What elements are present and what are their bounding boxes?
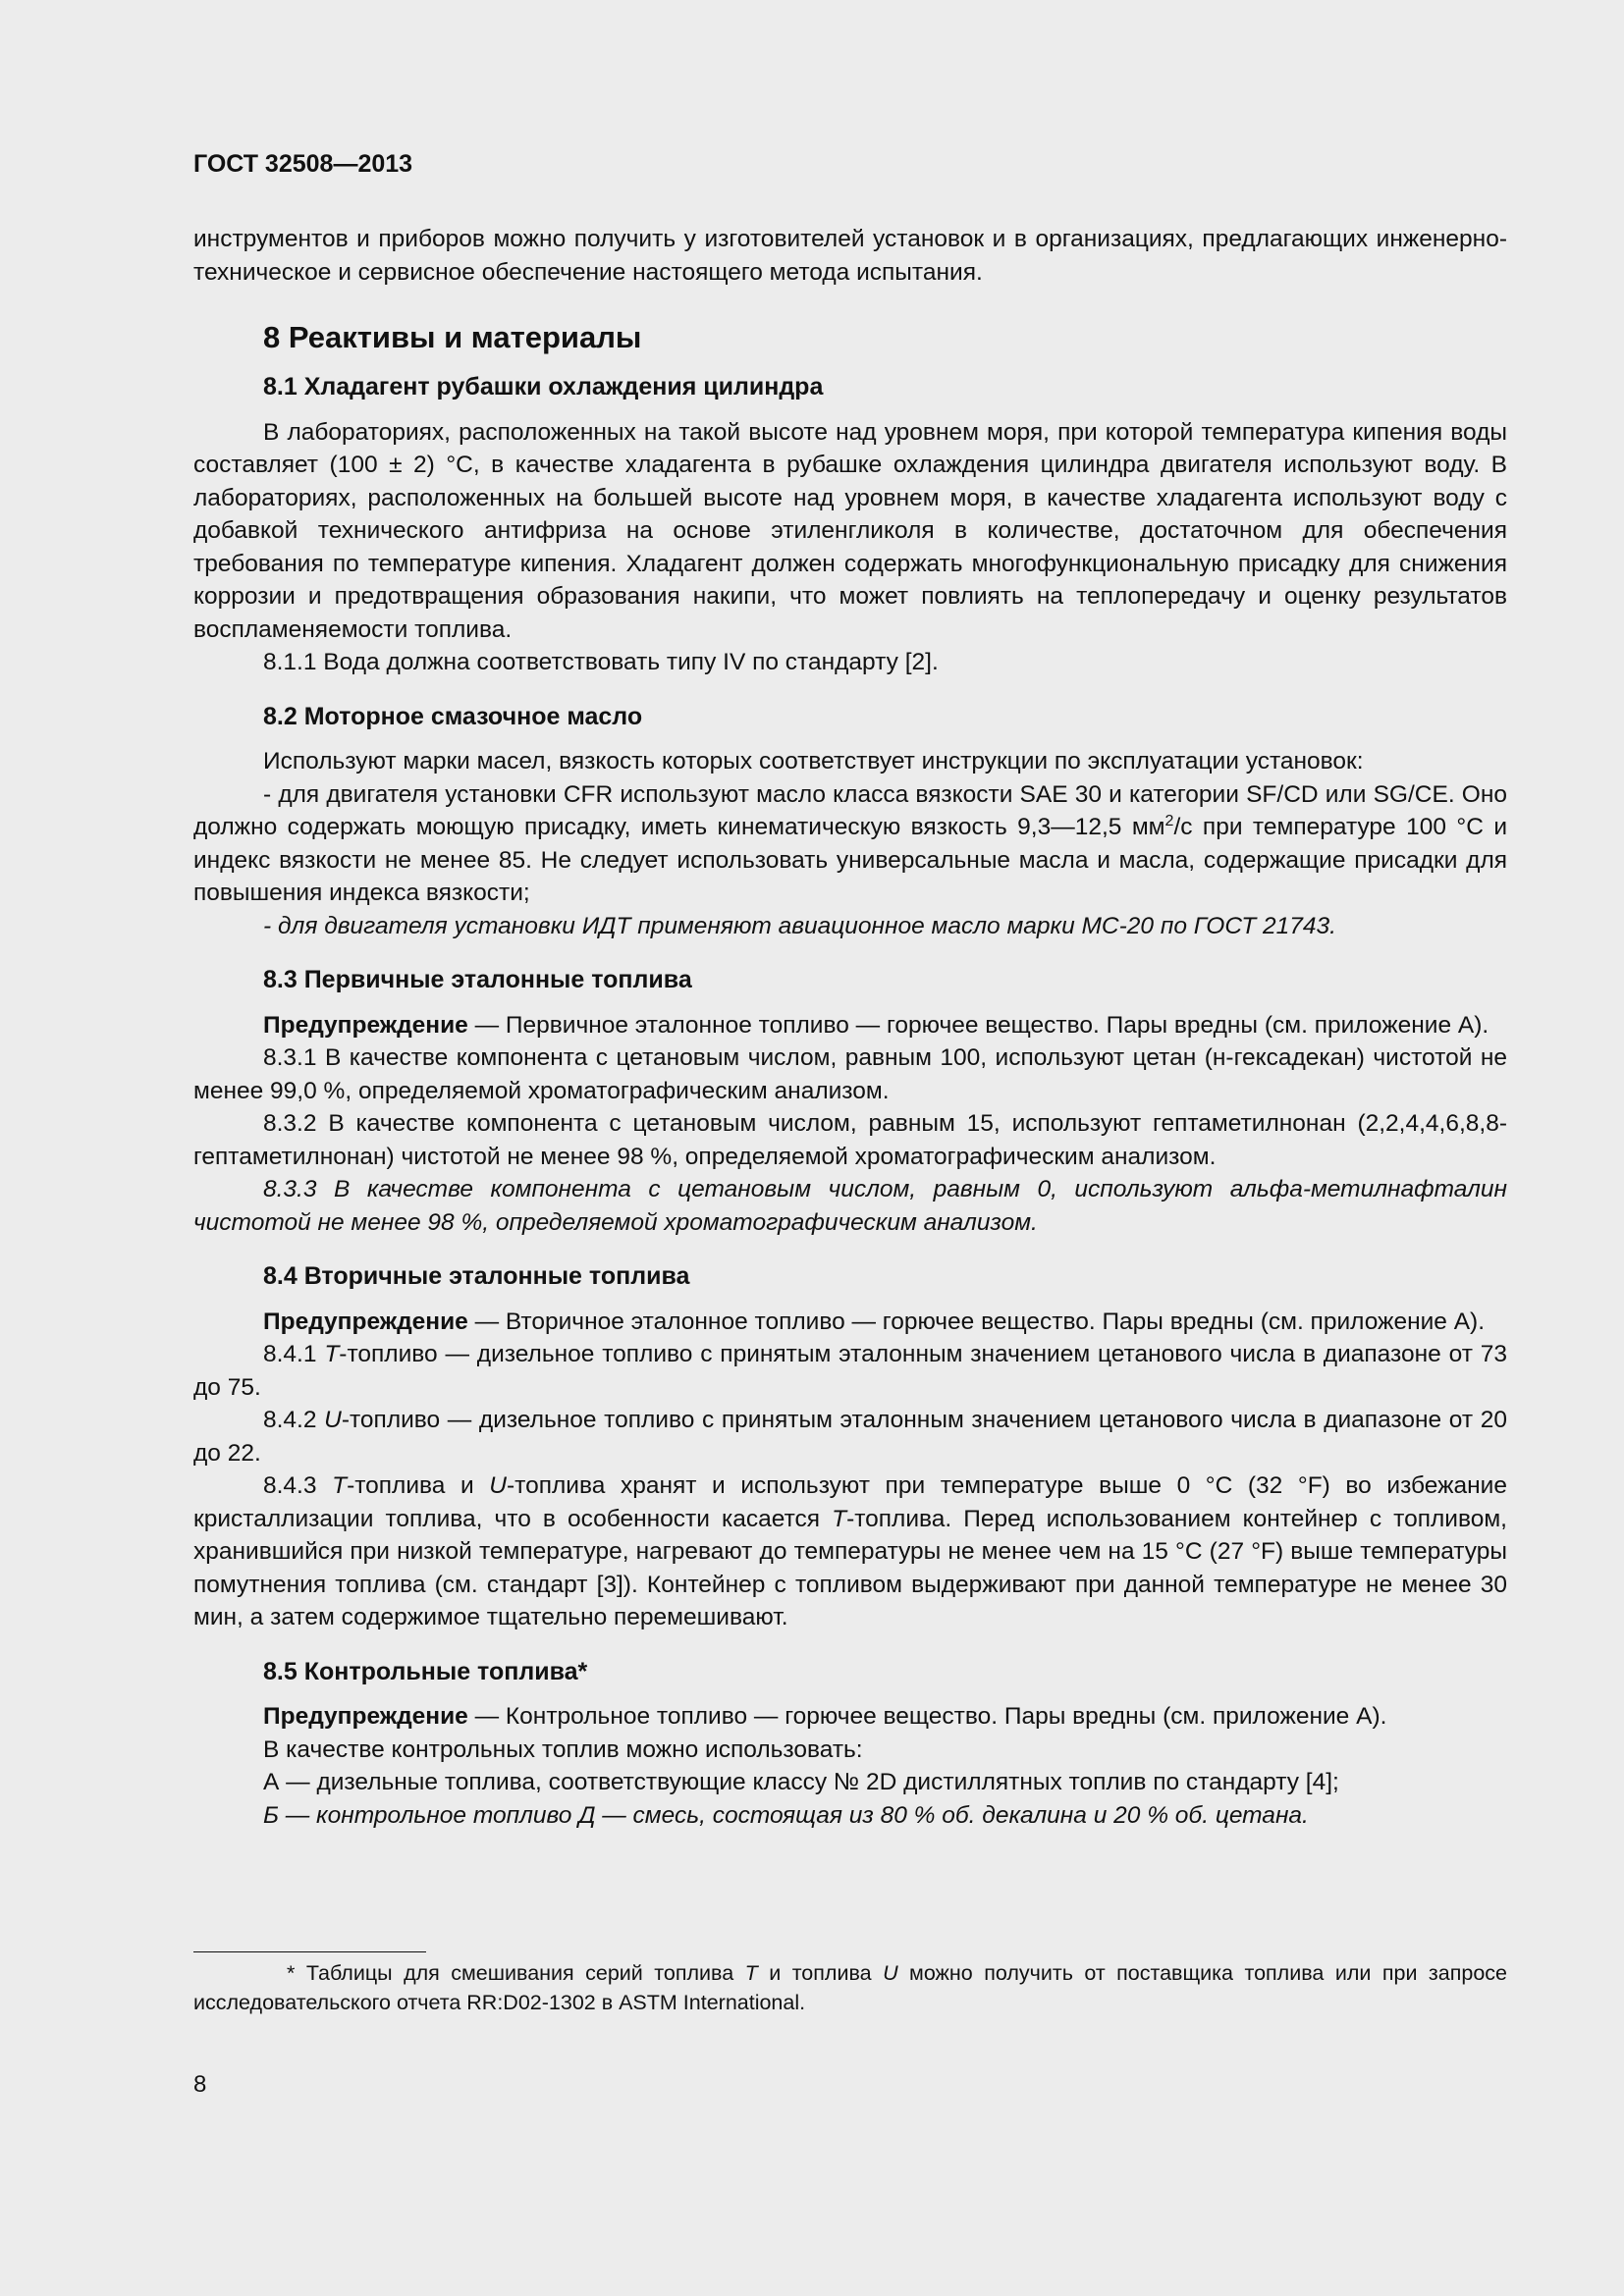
warning-text: — Контрольное топливо — горючее вещество. Пары вредны (см. приложение А). bbox=[467, 1703, 1387, 1730]
variable-u: U bbox=[324, 1407, 342, 1433]
clause-number: 8.4.1 bbox=[263, 1341, 325, 1367]
warning-label: Предупреждение bbox=[263, 1703, 468, 1730]
warning-8-5 bbox=[193, 1700, 1507, 1734]
page-number: 8 bbox=[193, 2071, 207, 2098]
document-body bbox=[193, 223, 1507, 1832]
paragraph-8-1: В лабораториях, расположенных на такой высоте над уровнем моря, при которой температура кипения воды составляет (100 ± 2) °С, в качестве хладагента в рубашке охлаждения цилиндра двигателя используют воду. В лабораториях, расположенных на большей высоте над уровнем моря, в качестве хладагента используют воду с добавкой технического антифриза на основе этиленгликоля в количестве, достаточном для обеспечения требования по температуре кипения. Хладагент должен содержать многофункциональную присадку для снижения коррозии и предотвращения образования накипи, что может повлиять на теплопередачу и оценку результатов воспламеняемости топлива. bbox=[193, 418, 1507, 643]
paragraph-8-2-intro: Используют марки масел, вязкость которых соответствует инструкции по эксплуатации установок: bbox=[263, 748, 1364, 774]
footnote-separator bbox=[193, 1951, 426, 1952]
variable-t: Т bbox=[832, 1505, 847, 1532]
cfr-text-a: - для двигателя установки CFR используют масло класса вязкости SAE 30 и категории SF/CD или SG/CE. Оно должно содержать моющую присадку, иметь кинематическую вязкость 9,3—12,5 мм bbox=[193, 780, 1507, 840]
subsection-8-2-heading: 8.2 Моторное смазочное масло bbox=[263, 702, 643, 730]
warning-label: Предупреждение bbox=[263, 1308, 468, 1335]
continuation-paragraph: инструментов и приборов можно получить у изготовителей установок и в организациях, предлагающих инженерно-техническое и сервисное обеспечение настоящего метода испытания. bbox=[193, 226, 1507, 286]
paragraph-8-4-3 bbox=[193, 1469, 1507, 1634]
variable-t: Т bbox=[332, 1472, 348, 1499]
clause-number: 8.4.3 bbox=[263, 1472, 333, 1499]
paragraph-8-5-b: Б — контрольное топливо Д — смесь, состоящая из 80 % об. декалина и 20 % об. цетана. bbox=[263, 1801, 1309, 1829]
clause-text: -топливо — дизельное топливо с принятым эталонным значением цетанового числа в диапазоне от 73 до 75. bbox=[193, 1341, 1507, 1401]
section-8-heading: 8 Реактивы и материалы bbox=[263, 320, 642, 354]
paragraph-8-5-a: А — дизельные топлива, соответствующие классу № 2D дистиллятных топлив по стандарту [4]; bbox=[263, 1769, 1339, 1795]
clause-text: -топливо — дизельное топливо с принятым эталонным значением цетанового числа в диапазоне от 20 до 22. bbox=[193, 1407, 1507, 1467]
subsection-8-1-heading: 8.1 Хладагент рубашки охлаждения цилиндра bbox=[263, 373, 824, 400]
warning-text: — Вторичное эталонное топливо — горючее вещество. Пары вредны (см. приложение А). bbox=[467, 1308, 1486, 1335]
subsection-8-3-heading: 8.3 Первичные эталонные топлива bbox=[263, 966, 692, 993]
clause-text: -топлива. Перед использованием контейнер с топливом, хранившийся при низкой температуре, нагревают до температуры не менее чем на 15 °С (27 °F) выше температуры помутнения топлива (см. стандарт [3]). Контейнер с топливом выдерживают при данной температуре не менее 30 мин, а затем содержимое тщательно перемешивают. bbox=[193, 1505, 1507, 1630]
variable-t: Т bbox=[324, 1341, 340, 1367]
clause-text: -топлива и bbox=[347, 1472, 490, 1499]
variable-t: Т bbox=[744, 1961, 758, 1985]
subsection-8-5-heading: 8.5 Контрольные топлива* bbox=[263, 1657, 588, 1685]
paragraph-8-2-idt: - для двигателя установки ИДТ применяют авиационное масло марки МС-20 по ГОСТ 21743. bbox=[263, 912, 1336, 939]
footnote-text: можно получить от поставщика топлива или при запросе исследовательского отчета RR:D02-1302 в ASTM International. bbox=[193, 1961, 1507, 2014]
warning-8-4 bbox=[193, 1306, 1507, 1339]
footnote-text: и топлива bbox=[757, 1961, 884, 1985]
warning-text: — Первичное эталонное топливо — горючее вещество. Пары вредны (см. приложение А). bbox=[467, 1011, 1489, 1039]
paragraph-8-2-cfr bbox=[193, 778, 1507, 910]
footnote bbox=[193, 1958, 1507, 2017]
paragraph-8-1-1: 8.1.1 Вода должна соответствовать типу IV по стандарту [2]. bbox=[263, 649, 939, 675]
variable-u: U bbox=[883, 1961, 898, 1985]
footnote-text: * Таблицы для смешивания серий топлива bbox=[287, 1961, 745, 1985]
cfr-text-b: /с при температуре 100 °С и индекс вязкости не менее 85. Не следует использовать универсальные масла и масла, содержащие присадки для повышения индекса вязкости; bbox=[193, 814, 1508, 906]
paragraph-8-3-3: 8.3.3 В качестве компонента с цетановым числом, равным 0, используют альфа-метилнафталин чистотой не менее 98 %, определяемой хроматографическим анализом. bbox=[193, 1176, 1507, 1236]
superscript-2: 2 bbox=[1164, 812, 1174, 829]
warning-8-3 bbox=[193, 1009, 1507, 1042]
clause-number: 8.4.2 bbox=[263, 1407, 325, 1433]
variable-u: U bbox=[489, 1472, 507, 1499]
paragraph-8-4-2 bbox=[193, 1404, 1507, 1469]
paragraph-8-3-1: 8.3.1 В качестве компонента с цетановым числом, равным 100, используют цетан (н-гексадекан) чистотой не менее 99,0 %, определяемой хроматографическим анализом. bbox=[193, 1044, 1507, 1104]
paragraph-8-3-2: 8.3.2 В качестве компонента с цетановым числом, равным 15, используют гептаметилнонан (2,2,4,4,6,8,8-гептаметилнонан) чистотой не менее 98 %, определяемой хроматографическим анализом. bbox=[193, 1110, 1507, 1170]
subsection-8-4-heading: 8.4 Вторичные эталонные топлива bbox=[263, 1262, 690, 1290]
warning-label: Предупреждение bbox=[263, 1011, 468, 1039]
clause-text: -топлива хранят и используют при температуре выше 0 °С (32 °F) во избежание кристаллизации топлива, что в особенности касается bbox=[193, 1472, 1507, 1532]
paragraph-8-5-intro: В качестве контрольных топлив можно использовать: bbox=[263, 1735, 863, 1763]
document-code-header: ГОСТ 32508—2013 bbox=[193, 150, 413, 178]
paragraph-8-4-1 bbox=[193, 1338, 1507, 1404]
